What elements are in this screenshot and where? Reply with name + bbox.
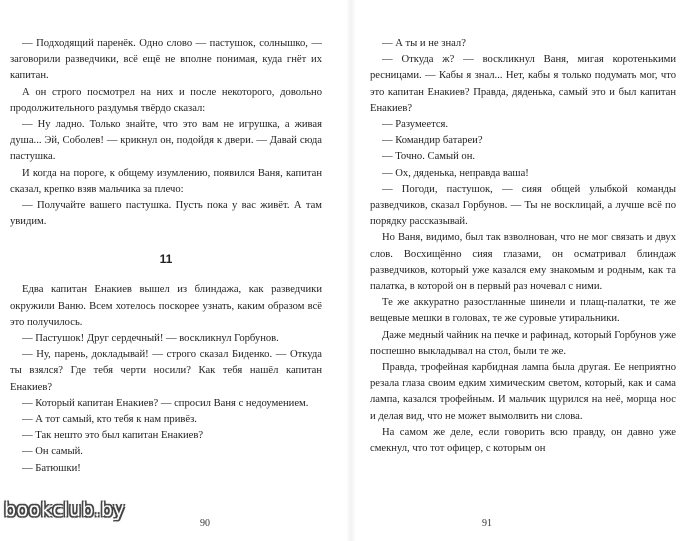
paragraph: Правда, трофейная карбидная лампа была другая. Ее неприятно резала глаза своим едким химическим светом, который, как и сама лампа, казался трофейным. И мальчик щурился на неё, морща нос и делая вид, что не может вымолвить ни слова. <box>370 362 676 422</box>
left-page-text-after-heading <box>10 282 322 476</box>
right-page <box>370 36 676 506</box>
paragraph: Те же аккуратно разостланные шинели и плащ-палатки, те же вещевые мешки в головах, те же суровые утиральники. <box>370 297 676 325</box>
paragraph: — Командир батареи? <box>382 135 483 147</box>
paragraph: — Ну, парень, докладывай! — строго сказал Биденко. — Откуда ты взялся? Где тебя черти носили? Как тебя нашёл капитан Енакиев? <box>10 349 322 393</box>
paragraph: И когда на пороге, к общему изумлению, появился Ваня, капитан сказал, крепко взяв мальчика за плечо: <box>10 167 322 195</box>
paragraph: — Так нешто это был капитан Енакиев? <box>22 430 204 442</box>
paragraph: А он строго посмотрел на них и после некоторого, довольно продолжительного раздумья твёрдо сказал: <box>10 86 322 114</box>
page-number-right: 91 <box>482 518 492 529</box>
paragraph: Но Ваня, видимо, был так взволнован, что не мог связать и двух слов. Восхищённо сияя глазами, он осматривал блиндаж разведчиков, который уже казался ему знакомым и родным, как та палатка, в которой он в первый раз ночевал с ними. <box>370 232 676 293</box>
paragraph: — Который капитан Енакиев? — спросил Ваня с недоумением. <box>22 397 309 409</box>
paragraph: — Получайте вашего пастушка. Пусть пока у вас живёт. А там увидим. <box>10 200 322 228</box>
paragraph: — Разумеется. <box>382 119 449 131</box>
paragraph: — Ох, дяденька, неправда ваша! <box>382 167 529 179</box>
paragraph: — А ты и не знал? <box>382 38 466 49</box>
paragraph: — Пастушок! Друг сердечный! — воскликнул Горбунов. <box>22 333 279 345</box>
left-page <box>10 36 322 506</box>
paragraph: — А тот самый, кто тебя к нам привёз. <box>22 414 197 426</box>
paragraph: — Откуда ж? — воскликнул Ваня, мигая коротенькими ресницами. — Кабы я знал... Нет, кабы я только подумать мог, что это капитан Енакиев? Правда, дяденька, самый это и был капитан Енакиев? <box>370 54 676 114</box>
paragraph: — Он самый. <box>22 446 83 458</box>
book-spine <box>346 0 356 541</box>
paragraph: — Подходящий паренёк. Одно слово — пастушок, солнышко, — заговорили разведчики, всё ещё не вполне понимая, куда гнёт их капитан. <box>10 38 322 82</box>
chapter-heading: 11 <box>159 252 173 267</box>
left-page-text <box>10 36 322 230</box>
right-page-text <box>370 36 676 457</box>
paragraph: Даже медный чайник на печке и рафинад, который Горбунов уже поспешно выкладывал на стол, были те же. <box>370 329 676 357</box>
watermark-logo: bookclub.by <box>4 499 125 521</box>
paragraph: — Ну ладно. Только знайте, что это вам не игрушка, а живая душа... Эй, Соболев! — крикнул он, подойдя к двери. — Давай сюда пастушка. <box>10 119 322 163</box>
paragraph: Едва капитан Енакиев вышел из блиндажа, как разведчики окружили Ваню. Всем хотелось поскорее узнать, каким образом всё это получилось. <box>10 284 322 328</box>
paragraph: — Погоди, пастушок, — сияя общей улыбкой команды разведчиков, сказал Горбунов. — Ты не восклицай, а лучше всё по порядку рассказывай. <box>370 183 676 228</box>
page-number-left: 90 <box>200 518 210 529</box>
paragraph: — Батюшки! <box>22 462 81 474</box>
paragraph: На самом же деле, если говорить всю правду, он давно уже смекнул, что тот офицер, с которым он <box>370 426 676 455</box>
paragraph: — Точно. Самый он. <box>382 151 476 163</box>
